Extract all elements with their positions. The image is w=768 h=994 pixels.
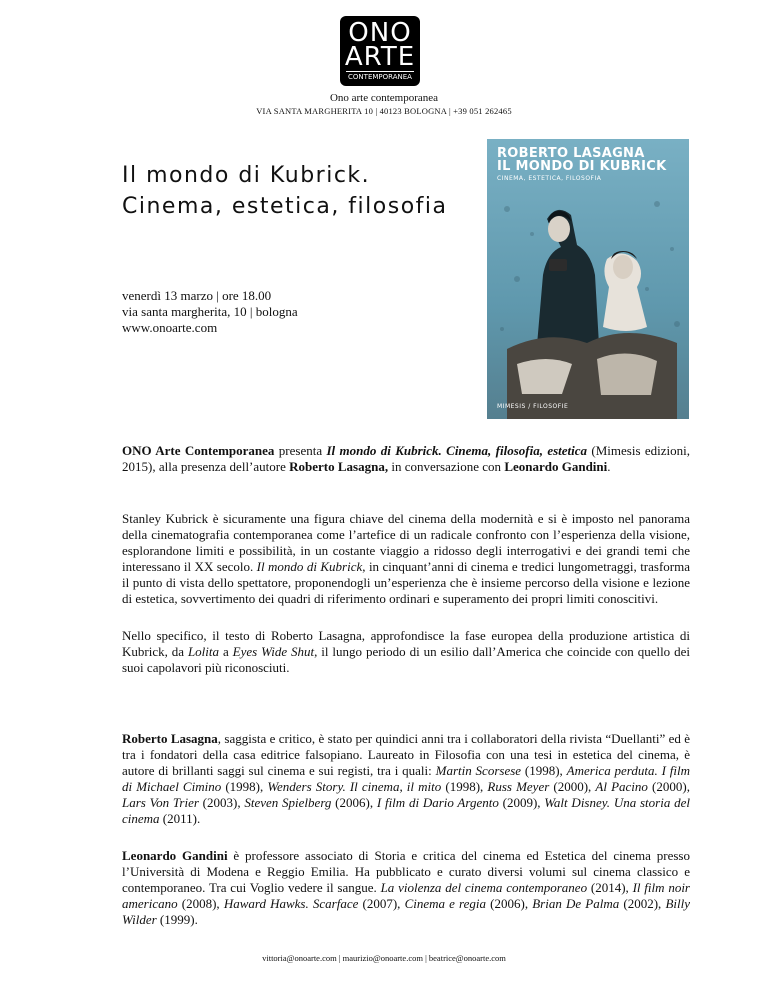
cover-text [497,147,667,173]
paragraph-kubrick: Stanley Kubrick è sicuramente una figura chiave del cinema della modernità e si è imposto nel panorama della cinematografia contemporanea come l’artefice di un radicale confronto con l’esperienza della visione, esplorandone limiti e possibilità, in un costante viaggio a ridosso degli interrogativi e dei grandi temi che interessano il XX secolo. Il mondo di Kubrick, in cinquant’anni di cinema e tredici lungometraggi, trasforma il punto di vista dello spettatore, proponendogli un’esperienza che è insieme percorso della visione e lezione di estetica, sovvertimento dei quadri di riferimento ordinari e superamento dei propri limiti conoscitivi. [122,511,690,606]
event-place: via santa margherita, 10 | bologna [122,304,298,319]
paragraph-intro: ONO Arte Contemporanea presenta Il mondo di Kubrick. Cinema, filosofia, estetica (Mimesis edizioni, 2015), alla presenza dell’autore Roberto Lasagna, in conversazione con Leonardo Gandini. [122,443,691,474]
title-line-1: Il mondo di Kubrick. [122,163,371,188]
footer-emails[interactable]: vittoria@onoarte.com | maurizio@onoarte.com | beatrice@onoarte.com [262,953,506,963]
logo-line-3: CONTEMPORANEA [346,71,414,83]
logo-line-2: ARTE [344,42,416,72]
org-address: VIA SANTA MARGHERITA 10 | 40123 BOLOGNA | +39 051 262465 [256,106,512,116]
title-line-2: Cinema, estetica, filosofia [122,194,448,219]
logo-line-1: ONO [348,18,412,48]
book-cover [487,139,689,419]
event-info [122,288,298,336]
org-name: Ono arte contemporanea [329,92,439,104]
ono-arte-logo [340,16,420,86]
event-website[interactable]: www.onoarte.com [122,320,218,335]
cover-publisher: MIMESIS / FILOSOFIE [497,403,569,410]
paragraph-details: Nello specifico, il testo di Roberto Lasagna, approfondisce la fase europea della produzione artistica di Kubrick, da Lolita a Eyes Wide Shut, il lungo periodo di un esilio dall’America che coincide con quello dei suoi capolavori più riconosciuti. [122,628,690,675]
cover-author: ROBERTO LASAGNA [497,146,645,161]
event-date: venerdì 13 marzo | ore 18.00 [122,288,272,303]
page-title [122,160,448,222]
paragraph-guest-bio: Leonardo Gandini è professore associato di Storia e critica del cinema ed Estetica del cinema presso l’Università di Modena e Reggio Emilia. Ha pubblicato e curato diversi volumi sul cinema classico e contemporaneo. Tra cui Voglio vedere il sangue. La violenza del cinema contemporaneo (2014), Il film noir americano (2008), Haward Hawks. Scarface (2007), Cinema e regia (2006), Brian De Palma (2002), Billy Wilder (1999). [122,848,690,927]
cover-subtitle: CINEMA, ESTETICA, FILOSOFIA [497,175,602,182]
paragraph-author-bio: Roberto Lasagna, saggista e critico, è stato per quindici anni tra i collaboratori della rivista “Duellanti” ed è tra i fondatori della casa editrice falsopiano. Laureato in Filosofia con una tesi in estetica del cinema, è autore di brillanti saggi sul cinema e sui registi, tra i quali: Martin Scorsese (1998), America perduta. I film di Michael Cimino (1998), Wenders Story. Il cinema, il mito (1998), Russ Meyer (2000), Al Pacino (2000), Lars Von Trier (2003), Steven Spielberg (2006), I film di Dario Argento (2009), Walt Disney. Una storia del cinema (2011). [122,731,690,826]
cover-title: IL MONDO DI KUBRICK [497,159,667,174]
